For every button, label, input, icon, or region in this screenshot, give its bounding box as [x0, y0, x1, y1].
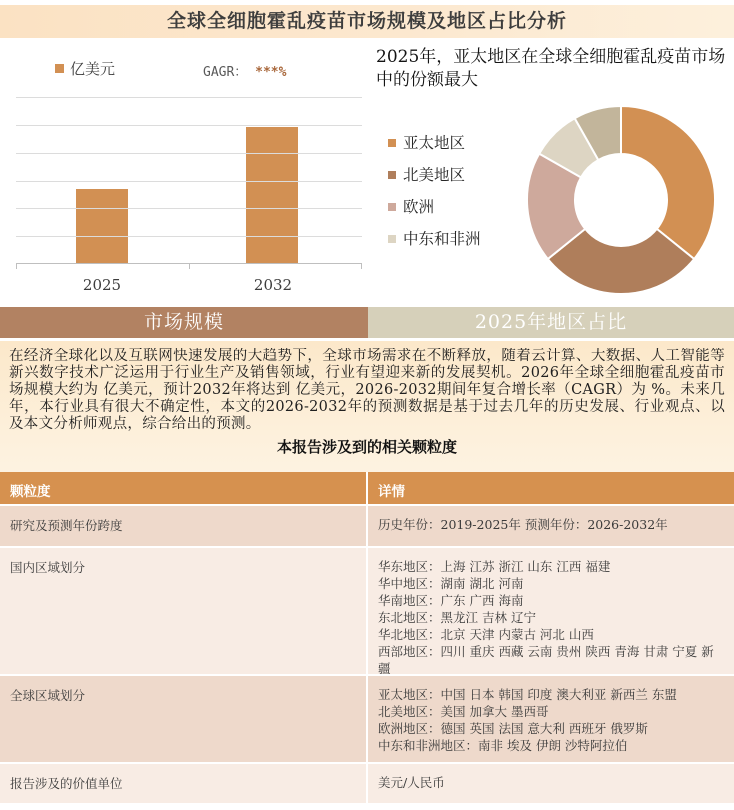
row-details	[366, 506, 734, 546]
bar-2032	[246, 127, 298, 263]
detail-line: 美元/人民币	[378, 775, 445, 790]
detail-line: 华中地区：湖南 湖北 河南	[378, 576, 524, 591]
summary-section	[0, 341, 734, 472]
table-row	[0, 546, 734, 674]
legend-swatch-icon	[388, 203, 396, 211]
table-header-details: 详情	[366, 472, 734, 504]
gridline	[16, 97, 362, 98]
summary-paragraph: 在经济全球化以及互联网快速发展的大趋势下，全球市场需求在不断释放，随着云计算、大数据、人工智能等新兴数字技术广泛运用于行业生产及销售领域，行业有望迎来新的发展契机。2026年全球全细胞霍乱疫苗市场规模大约为 亿美元，预计2032年将达到 亿美元，2026-2032期间年复合增长率（CAGR）为 %。未来几年，本行业具有很大不确定性，本文的2026-2032年的预测数据是基于过去几年的历史发展、行业观点、以及本文分析师观点，综合给出的预测。	[9, 348, 725, 432]
granularity-table-title: 本报告涉及到的相关颗粒度	[276, 438, 457, 456]
cagr-label: GAGR：	[203, 65, 248, 80]
table-header-granularity: 颗粒度	[10, 484, 51, 500]
legend-swatch-icon	[388, 139, 396, 147]
row-details	[366, 764, 734, 803]
section-headers	[0, 307, 734, 338]
row-label: 研究及预测年份跨度	[10, 518, 123, 533]
gridline	[16, 236, 362, 237]
detail-line: 中东和非洲地区：南非 埃及 伊朗 沙特阿拉伯	[378, 738, 628, 753]
axis-tick	[361, 264, 362, 269]
table-row	[0, 762, 734, 803]
granularity-table	[0, 472, 734, 803]
legend-label: 亚太地区	[403, 134, 466, 152]
table-row	[0, 504, 734, 546]
pie-chart-panel	[370, 38, 734, 304]
detail-line: 欧洲地区：德国 英国 法国 意大利 西班牙 俄罗斯	[378, 721, 648, 736]
bar-2025	[76, 189, 128, 263]
bar-legend-label: 亿美元	[70, 60, 116, 78]
legend-label: 欧洲	[403, 198, 435, 216]
legend-swatch-icon	[55, 64, 64, 73]
legend-label: 中东和非洲	[403, 230, 481, 248]
gridline	[16, 208, 362, 209]
detail-line: 亚太地区：中国 日本 韩国 印度 澳大利亚 新西兰 东盟	[378, 687, 677, 702]
table-header-row	[0, 472, 734, 504]
page-title: 全球全细胞霍乱疫苗市场规模及地区占比分析	[0, 5, 734, 38]
section-header-region-share: 2025年地区占比	[368, 307, 734, 338]
bar-chart-panel	[0, 38, 370, 304]
row-details	[366, 676, 734, 762]
row-label: 全球区域划分	[10, 688, 86, 703]
row-label: 报告涉及的价值单位	[10, 776, 123, 791]
gridline	[16, 181, 362, 182]
cagr-value: ***%	[255, 65, 287, 80]
detail-line: 西部地区：四川 重庆 西藏 云南 贵州 陕西 青海 甘肃 宁夏 新疆	[378, 644, 714, 674]
legend-item-europe	[388, 197, 481, 218]
bar-chart-legend	[55, 58, 115, 79]
legend-item-north-america	[388, 165, 481, 186]
table-row	[0, 674, 734, 762]
row-label: 国内区域划分	[10, 560, 86, 575]
detail-line: 历史年份：2019-2025年 预测年份：2026-2032年	[378, 517, 668, 532]
gridline	[16, 153, 362, 154]
legend-swatch-icon	[388, 171, 396, 179]
x-axis-label-2025: 2025	[82, 276, 122, 294]
detail-line: 东北地区：黑龙江 吉林 辽宁	[378, 610, 536, 625]
legend-item-apac	[388, 133, 481, 154]
detail-line: 北美地区：美国 加拿大 墨西哥	[378, 704, 549, 719]
legend-item-mea	[388, 229, 481, 250]
donut-chart-svg	[523, 102, 719, 298]
detail-line: 华北地区：北京 天津 内蒙古 河北 山西	[378, 627, 594, 642]
axis-tick	[189, 264, 190, 269]
legend-swatch-icon	[388, 235, 396, 243]
detail-line: 华东地区：上海 江苏 浙江 山东 江西 福建	[378, 559, 611, 574]
bar-chart-plot-area	[16, 97, 362, 264]
detail-line: 华南地区：广东 广西 海南	[378, 593, 524, 608]
charts-row	[0, 38, 734, 304]
axis-tick	[16, 264, 17, 269]
row-details	[366, 548, 734, 674]
section-header-market-size: 市场规模	[0, 307, 368, 338]
pie-chart-title: 2025年，亚太地区在全球全细胞霍乱疫苗市场中的份额最大	[376, 47, 726, 91]
legend-label: 北美地区	[403, 166, 466, 184]
donut-chart	[523, 102, 719, 298]
cagr-annotation	[203, 61, 286, 80]
pie-chart-legend	[388, 133, 481, 261]
x-axis-label-2032: 2032	[253, 276, 293, 294]
gridline	[16, 125, 362, 126]
pie-slice	[621, 106, 715, 259]
